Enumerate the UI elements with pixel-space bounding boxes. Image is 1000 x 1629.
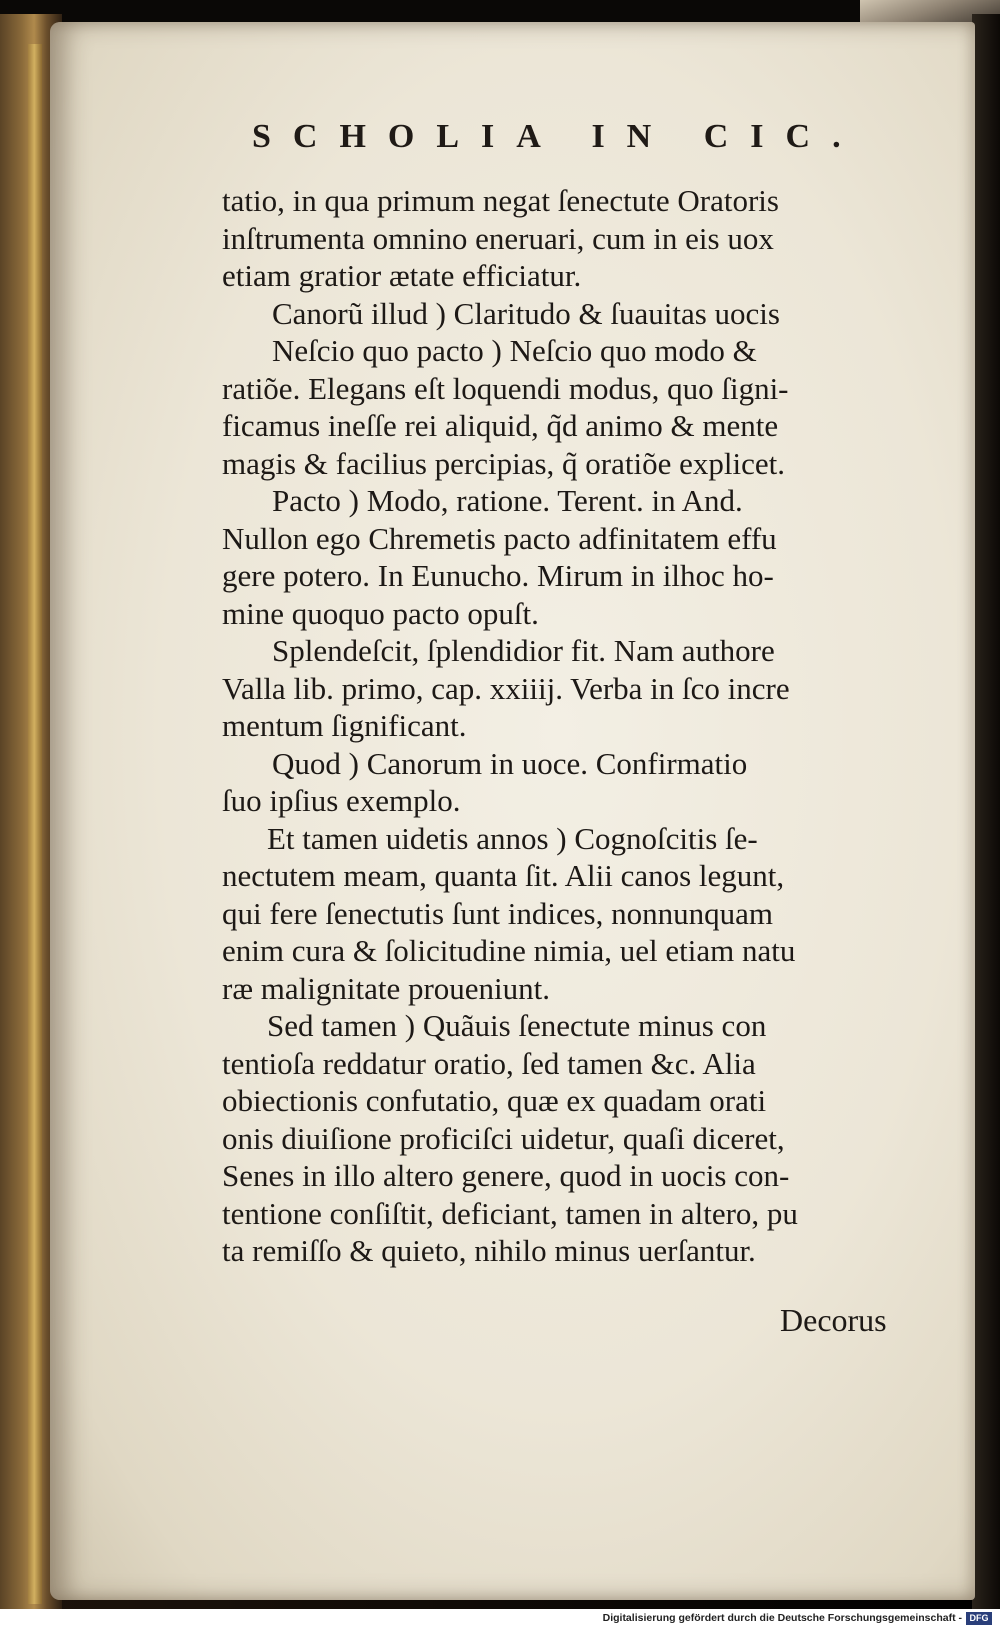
text-line: obiectionis confutatio, quæ ex quadam orati [222, 1083, 767, 1118]
text-line: mentum ſignificant. [222, 708, 467, 743]
text-line: magis & facilius percipias, q̃ oratiõe explicet. [222, 445, 785, 481]
text-line: etiam gratior ætate efficiatur. [222, 258, 582, 293]
text-line: Et tamen uidetis annos ) Cognoſcitis ſe- [267, 820, 758, 856]
text-line: inſtrumenta omnino eneruari, cum in eis uox [222, 220, 774, 256]
text-line: nectutem meam, quanta ſit. Alii canos legunt, [222, 858, 785, 893]
text-line: enim cura & ſolicitudine nimia, uel etiam natu [222, 933, 796, 968]
text-line: qui fere ſenectutis ſunt indices, nonnunquam [222, 895, 773, 931]
text-line: Splendeſcit, ſplendidior fit. Nam authore [272, 633, 775, 668]
text-line: Canorũ illud ) Claritudo & ſuauitas uocis [272, 295, 780, 331]
text-line: Quod ) Canorum in uoce. Confirmatio [272, 745, 748, 781]
text-line: Neſcio quo pacto ) Neſcio quo modo & [272, 333, 757, 368]
text-line: ratiõe. Elegans eſt loquendi modus, quo ſigni- [222, 370, 789, 406]
text-line: ficamus ineſſe rei aliquid, q̃d animo & mente [222, 408, 779, 443]
right-edge-shadow [972, 14, 1000, 1609]
text-line: tentioſa reddatur oratio, ſed tamen &c. Alia [222, 1045, 756, 1081]
text-line: ta remiſſo & quieto, nihilo minus uerſantur. [222, 1233, 756, 1268]
text-line: ſuo ipſius exemplo. [222, 783, 461, 818]
text-line: Valla lib. primo, cap. xxiiij. Verba in ſco incre [222, 670, 790, 706]
text-line: Pacto ) Modo, ratione. Terent. in And. [272, 483, 743, 518]
dfg-logo: DFG [966, 1612, 992, 1625]
gilt-edge [28, 44, 42, 1604]
footer-bar [0, 1609, 1000, 1629]
text-line: tentione conſiſtit, deficiant, tamen in altero, pu [222, 1195, 798, 1231]
text-line: Senes in illo altero genere, quod in uocis con- [222, 1158, 790, 1193]
text-line: gere potero. In Eunucho. Mirum in ilhoc ho- [222, 558, 774, 593]
text-line: Nullon ego Chremetis pacto adfinitatem effu [222, 520, 777, 556]
text-line: onis diuiſione proficiſci uidetur, quaſi diceret, [222, 1120, 785, 1156]
text-line: tatio, in qua primum negat ſenectute Oratoris [222, 183, 779, 218]
text-line: mine quoquo pacto opuſt. [222, 595, 539, 631]
text-line: Sed tamen ) Quãuis ſenectute minus con [267, 1008, 767, 1043]
footer-credit: Digitalisierung gefördert durch die Deutsche Forschungsgemeinschaft - [602, 1612, 962, 1624]
running-head: SCHOLIA IN CIC. [252, 118, 863, 155]
page-text [222, 182, 942, 1270]
text-line: ræ malignitate proueniunt. [222, 970, 551, 1006]
catchword: Decorus [780, 1302, 887, 1338]
